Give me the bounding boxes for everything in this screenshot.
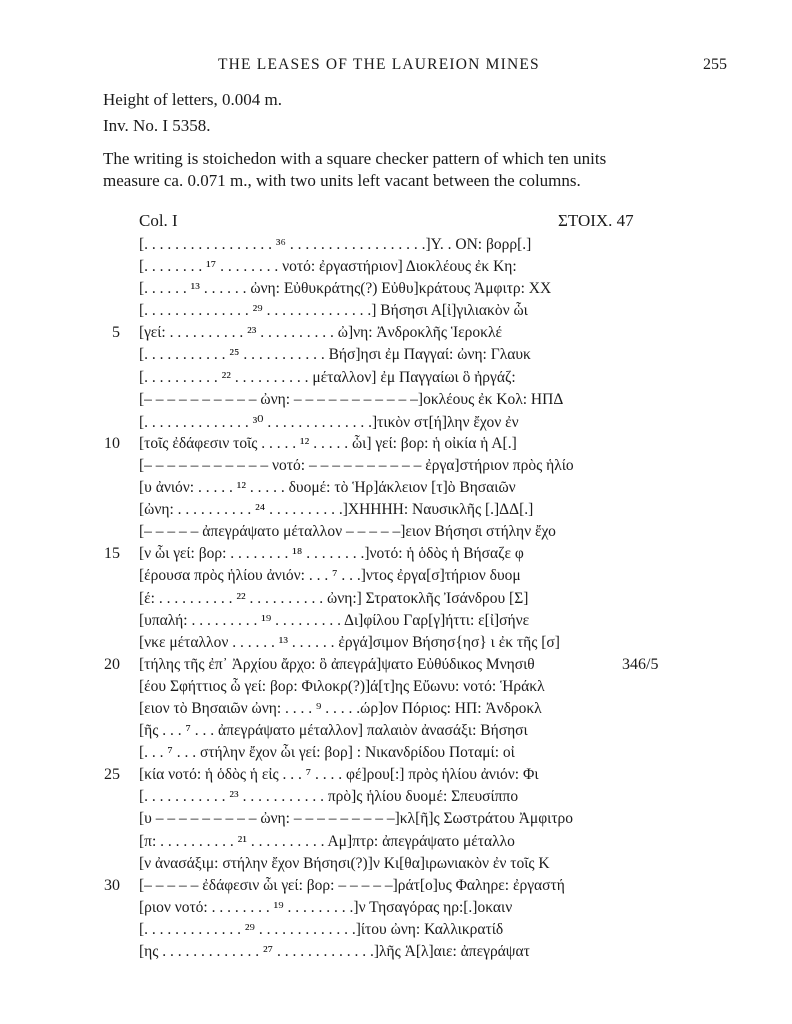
- inscription-line: [0, 413, 792, 435]
- line-text: [. . . . . . ¹³ . . . . . . ὠνη: Εὐθυκράτης(?) Εὐθυ]κράτους Ἀμφιτρ: ΧΧ: [139, 280, 552, 298]
- stoichedon-count: ΣΤΟΙΧ. 47: [558, 211, 634, 230]
- line-text: [τοῖς ἐδάφεσιν τοῖς . . . . . ¹² . . . . . ὧι] γεί: βορ: ἡ οἰκία ἡ Α[.]: [139, 434, 517, 452]
- inscription-line: [0, 921, 792, 943]
- inscription-line: [0, 236, 792, 258]
- line-text: [γεί: . . . . . . . . . . ²³ . . . . . . . . . . ὠ]νη: Ἀνδροκλῆς Ἱεροκλέ: [139, 324, 502, 342]
- line-text: [π: . . . . . . . . . . ²¹ . . . . . . . . . . Αμ]πτρ: ἀπεγράψατο μέταλλο: [139, 832, 515, 850]
- inscription-line: [0, 656, 792, 678]
- inscription-line: [0, 899, 792, 921]
- inscription-line: [0, 678, 792, 700]
- inscription-line: [0, 634, 792, 656]
- inscription-line: [0, 590, 792, 612]
- inscription-line: [0, 435, 792, 457]
- line-number: 30: [104, 876, 120, 894]
- line-text: [νκε μέταλλον . . . . . . ¹³ . . . . . . ἐργά]σιμον Βήσησ{ησ} ι ἐκ τῆς [σ]: [139, 633, 560, 651]
- inscription-line: [0, 788, 792, 810]
- description-line: measure ca. 0.071 m., with two units left vacant between the columns.: [103, 171, 581, 190]
- inscription-line: [0, 479, 792, 501]
- line-text: [ειον τὸ Βησαιῶν ὠνη: . . . . ⁹ . . . . .ώρ]ον Πόριος: ΗΠ: Ἀνδροκλ: [139, 699, 542, 717]
- line-text: [υπαλή: . . . . . . . . . ¹⁹ . . . . . . . . . Δι]φίλου Γαρ[γ]ήττι: ε[ἰ]σήνε: [139, 611, 530, 629]
- inscription-line: [0, 877, 792, 899]
- line-text: [. . . . . . . . . . . ²⁵ . . . . . . . . . . . Βήσ]ησι ἐμ Παγγαί: ὠνη: Γλαυκ: [139, 346, 531, 364]
- line-number: 20: [104, 655, 120, 673]
- inscription-line: [0, 545, 792, 567]
- column-label: Col. I: [139, 211, 178, 230]
- line-text: [ὠνη: . . . . . . . . . . ²⁴ . . . . . . . . . .]ΧΗΗΗΗ: Ναυσικλῆς [.]ΔΔ[.]: [139, 501, 534, 519]
- line-text: [– – – – – ἀπεγράψατο μέταλλον – – – – –]ειον Βήσησι στήλην ἔχο: [139, 523, 556, 541]
- line-text: [έου Σφήττιος ὧ γεί: βορ: Φιλοκρ(?)]ά[τ]ης Εὔωνυ: νοτό: Ἡράκλ: [139, 677, 545, 695]
- line-text: [– – – – – – – – – – – νοτό: – – – – – – – – – – ἐργα]στήριον πρὸς ἡλίο: [139, 456, 574, 474]
- inventory-number: Inv. No. I 5358.: [103, 116, 211, 135]
- line-text: [έ: . . . . . . . . . . ²² . . . . . . . . . . ὠνη:] Στρατοκλῆς Ἰσάνδρου [Σ]: [139, 589, 529, 607]
- line-text: [ης . . . . . . . . . . . . . ²⁷ . . . . . . . . . . . . .]λῆς Ἁ[λ]αιε: ἀπεγράψατ: [139, 943, 530, 960]
- inscription-line: [0, 766, 792, 788]
- line-text: [υ ἀνιόν: . . . . . ¹² . . . . . δυομέ: τὸ Ἡρ]άκλειον [τ]ὸ Βησαιῶν: [139, 479, 516, 497]
- inscription-line: [0, 501, 792, 523]
- line-number: 10: [104, 434, 120, 452]
- inscription-line: [0, 391, 792, 413]
- line-text: [. . . . . . . . . . . . . ²⁹ . . . . . . . . . . . . .]ίτου ὠνη: Καλλικρατίδ: [139, 920, 504, 938]
- inscription-line: [0, 700, 792, 722]
- inscription-line: [0, 346, 792, 368]
- inscription-line: [0, 523, 792, 545]
- inscription-line: [0, 457, 792, 479]
- line-text: [. . . . . . . . . . . . . . ²⁹ . . . . . . . . . . . . . .] Βήσησι Α[ἰ]γιλιακὸν ὧι: [139, 302, 528, 320]
- line-text: [. . . . . . . . ¹⁷ . . . . . . . . νοτό: ἐργαστήριον] Διοκλέους ἐκ Κη:: [139, 258, 517, 276]
- line-text: [– – – – – – – – – – ὠνη: – – – – – – – – – – –]οκλέους ἐκ Κολ: ΗΠΔ: [139, 390, 564, 408]
- inscription-line: [0, 833, 792, 855]
- line-text: [τήλης τῆς ἐπ᾿ Ἀρχίου ἄρχο: ὃ ἀπεγρά]ψατο Εὐθύδικος Μνησιθ: [139, 655, 535, 673]
- inscription-line: [0, 567, 792, 589]
- inscription-line: [0, 943, 792, 965]
- inscription-line: [0, 855, 792, 877]
- inscription-line: [0, 722, 792, 744]
- page-number: 255: [703, 56, 727, 73]
- inscription-line: [0, 258, 792, 280]
- date-annotation: 346/5: [622, 655, 659, 673]
- line-text: [– – – – – ἐδάφεσιν ὧι γεί: βορ: – – – – –]ράτ[ο]υς Φαληρε: ἐργαστή: [139, 876, 565, 894]
- line-text: [υ – – – – – – – – – ὠνη: – – – – – – – – –]κλ[ῆ]ς Σωστράτου Ἀμφιτρο: [139, 810, 574, 828]
- page-header: [0, 56, 792, 78]
- running-title: THE LEASES OF THE LAUREION MINES: [218, 56, 540, 73]
- line-text: [. . . ⁷ . . . στήλην ἔχον ὧι γεί: βορ] : Νικανδρίδου Ποταμί: οἰ: [139, 744, 515, 762]
- line-text: [. . . . . . . . . . . . . . ³⁰ . . . . . . . . . . . . . .]τικὸν στ[ή]λην ἔχον ἐν: [139, 413, 519, 431]
- line-text: [ν ἀνασάξιμ: στήλην ἔχον Βήσησι(?)]ν Κι[θα]ιρωνιακὸν ἐν τοῖς Κ: [139, 854, 550, 872]
- description-line: The writing is stoichedon with a square checker pattern of which ten units: [103, 149, 607, 168]
- inscription-line: [0, 612, 792, 634]
- line-text: [. . . . . . . . . . ²² . . . . . . . . . . μέταλλον] ἐμ Παγγαίωι ὃ ἠργάζ:: [139, 368, 516, 386]
- line-text: [ῆς . . . ⁷ . . . ἀπεγράψατο μέταλλον] παλαιὸν ἀνασάξι: Βήσησι: [139, 722, 528, 740]
- line-text: [κία νοτό: ἡ ὁδὸς ἡ εἰς . . . ⁷ . . . . φέ]ρου[:] πρὸς ἡλίου ἀνιόν: Φι: [139, 766, 539, 784]
- inscription-text: [0, 236, 792, 965]
- inscription-line: [0, 324, 792, 346]
- line-text: [. . . . . . . . . . . ²³ . . . . . . . . . . . πρὸ]ς ἡλίου δυομέ: Σπευσίππο: [139, 788, 519, 806]
- inscription-line: [0, 280, 792, 302]
- line-text: [ριον νοτό: . . . . . . . . ¹⁹ . . . . . . . . .]ν Τησαγόρας ηρ:[.]οκαιν: [139, 898, 513, 916]
- line-number: 15: [104, 545, 120, 563]
- line-number: 5: [112, 324, 120, 342]
- inscription-line: [0, 744, 792, 766]
- line-number: 25: [104, 766, 120, 784]
- line-text: [. . . . . . . . . . . . . . . . . ³⁶ . . . . . . . . . . . . . . . . . .]Υ. . ΟΝ: βορρ[.]: [139, 236, 532, 253]
- inscription-line: [0, 369, 792, 391]
- description-paragraph: [103, 148, 723, 192]
- line-text: [ν ὧι γεί: βορ: . . . . . . . . ¹⁸ . . . . . . . .]νοτό: ἡ ὁδὸς ἡ Βήσαζε φ: [139, 545, 524, 563]
- line-text: [έρουσα πρὸς ἡλίου ἀνιόν: . . . ⁷ . . .]ντος ἐργα[σ]τήριον δυομ: [139, 567, 521, 585]
- letter-height-note: Height of letters, 0.004 m.: [103, 90, 282, 109]
- inscription-line: [0, 810, 792, 832]
- inscription-line: [0, 302, 792, 324]
